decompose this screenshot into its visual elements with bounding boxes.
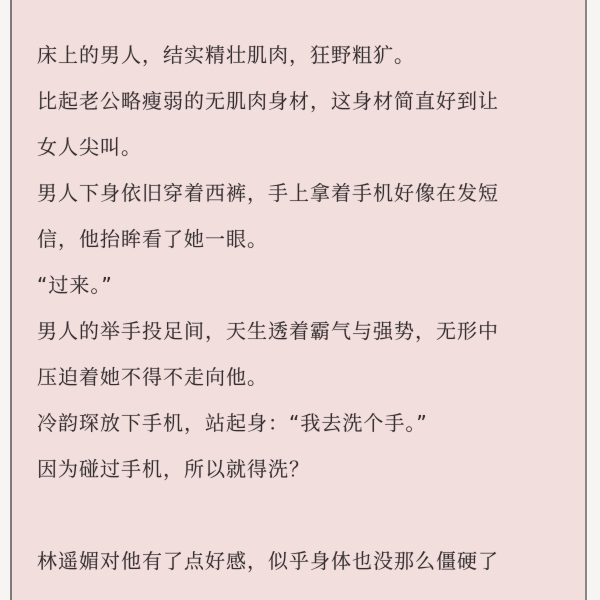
text-line: 压迫着她不得不走向他。 <box>37 365 268 389</box>
text-line: 因为碰过手机，所以就得洗？ <box>37 457 310 481</box>
novel-reader-page[interactable] <box>10 0 587 600</box>
text-line: 林遥媚对他有了点好感，似乎身体也没那么僵硬了 <box>37 549 499 573</box>
text-line-blank <box>37 492 565 538</box>
text-line-dialogue: “过来。” <box>37 273 113 297</box>
text-line: 比起老公略瘦弱的无肌肉身材，这身材简直好到让 <box>37 89 499 113</box>
text-line: 男人下身依旧穿着西裤，手上拿着手机好像在发短 <box>37 181 499 205</box>
text-line: 信，他抬眸看了她一眼。 <box>37 227 268 251</box>
text-line-dialogue: 冷韵琛放下手机，站起身：“我去洗个手。” <box>37 411 428 435</box>
novel-text-block <box>12 0 585 584</box>
text-line: 床上的男人，结实精壮肌肉，狂野粗犷。 <box>37 43 415 67</box>
text-line: 男人的举手投足间，天生透着霸气与强势，无形中 <box>37 319 499 343</box>
text-line: 女人尖叫。 <box>37 135 142 159</box>
